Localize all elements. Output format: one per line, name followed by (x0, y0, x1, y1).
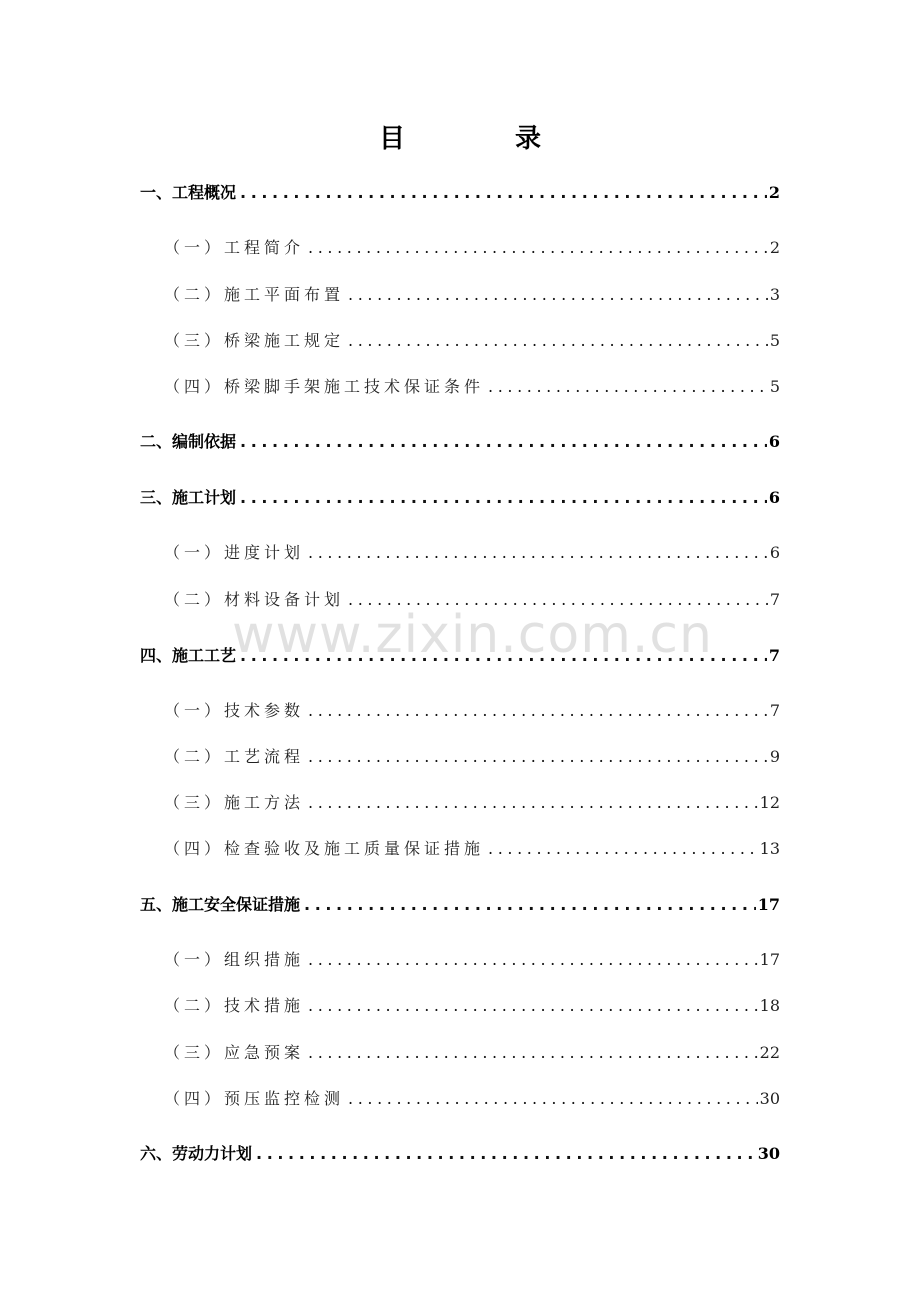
toc-entry[interactable] (164, 236, 780, 260)
toc-entry-label: （三）施工方法 (164, 793, 305, 812)
toc-leader-dots (348, 283, 768, 307)
toc-entry[interactable] (164, 283, 780, 307)
toc-page-number: 7 (769, 590, 780, 609)
toc-page-number: 6 (768, 432, 780, 451)
toc-page-number: 22 (759, 1043, 780, 1062)
toc-leader-dots (308, 948, 758, 972)
toc-entry-label: （三）应急预案 (164, 1043, 305, 1062)
toc-page-number: 30 (759, 1089, 780, 1108)
toc-entry-label: （一）技术参数 (164, 701, 305, 720)
toc-page-number: 3 (769, 285, 780, 304)
toc-entry-label: （四）预压监控检测 (164, 1089, 345, 1108)
toc-page-number: 17 (757, 895, 780, 914)
toc-entry-label: （四）检查验收及施工质量保证措施 (164, 839, 485, 858)
toc-entry[interactable] (164, 588, 780, 612)
toc-leader-dots (256, 1142, 756, 1166)
toc-entry[interactable] (164, 329, 780, 353)
toc-leader-dots (240, 486, 767, 510)
toc-leader-dots (308, 1041, 758, 1065)
toc-leader-dots (308, 236, 768, 260)
toc-entry-label: 一、工程概况 (140, 183, 237, 202)
toc-entry-label: （二）施工平面布置 (164, 285, 345, 304)
toc-entry-label: （一）工程简介 (164, 238, 305, 257)
toc-page-number: 6 (769, 543, 780, 562)
toc-leader-dots (304, 893, 756, 917)
toc-page-number: 17 (759, 950, 780, 969)
toc-page-number: 7 (768, 646, 780, 665)
toc-page-number: 13 (759, 839, 780, 858)
toc-entry[interactable] (140, 181, 780, 205)
toc-leader-dots (308, 699, 768, 723)
toc-leader-dots (488, 375, 768, 399)
toc-entry[interactable] (164, 541, 780, 565)
toc-leader-dots (240, 644, 767, 668)
watermark-text: www.zixin.com.cn (232, 605, 713, 665)
toc-entry[interactable] (164, 994, 780, 1018)
toc-entry[interactable] (140, 644, 780, 668)
toc-entry-label: 五、施工安全保证措施 (140, 895, 301, 914)
toc-entry[interactable] (164, 1087, 780, 1111)
toc-page-number: 5 (769, 331, 780, 350)
toc-leader-dots (308, 541, 768, 565)
toc-entry[interactable] (164, 1041, 780, 1065)
toc-leader-dots (488, 837, 758, 861)
toc-leader-dots (348, 1087, 758, 1111)
toc-page-number: 18 (759, 996, 780, 1015)
toc-page-number: 7 (769, 701, 780, 720)
toc-entry-label: 六、劳动力计划 (140, 1144, 253, 1163)
toc-leader-dots (308, 791, 758, 815)
toc-entry-label: 四、施工工艺 (140, 646, 237, 665)
toc-leader-dots (308, 745, 768, 769)
toc-entry[interactable] (164, 948, 780, 972)
toc-entry-label: （一）组织措施 (164, 950, 305, 969)
toc-entry-label: （三）桥梁施工规定 (164, 331, 345, 350)
toc-entry[interactable] (164, 699, 780, 723)
toc-page-number: 9 (769, 747, 780, 766)
toc-entry[interactable] (140, 1142, 780, 1166)
toc-entry-label: 二、编制依据 (140, 432, 237, 451)
page-title: 目 录 (378, 124, 583, 154)
toc-page-number: 5 (769, 377, 780, 396)
toc-entry[interactable] (140, 486, 780, 510)
toc-leader-dots (348, 329, 768, 353)
toc-leader-dots (240, 181, 767, 205)
toc-entry[interactable] (164, 375, 780, 399)
toc-entry-label: （二）材料设备计划 (164, 590, 345, 609)
toc-entry[interactable] (140, 893, 780, 917)
toc-entry-label: （一）进度计划 (164, 543, 305, 562)
toc-leader-dots (240, 430, 767, 454)
toc-page-number: 12 (759, 793, 780, 812)
toc-entry[interactable] (164, 745, 780, 769)
toc-leader-dots (348, 588, 768, 612)
toc-page-number: 2 (769, 238, 780, 257)
toc-entry-label: 三、施工计划 (140, 488, 237, 507)
toc-page-number: 6 (768, 488, 780, 507)
toc-entry-label: （四）桥梁脚手架施工技术保证条件 (164, 377, 485, 396)
toc-leader-dots (308, 994, 758, 1018)
toc-entry[interactable] (164, 837, 780, 861)
toc-entry[interactable] (164, 791, 780, 815)
toc-page-number: 2 (768, 183, 780, 202)
toc-entry-label: （二）技术措施 (164, 996, 305, 1015)
toc-page-number: 30 (757, 1144, 780, 1163)
toc-entry-label: （二）工艺流程 (164, 747, 305, 766)
toc-entry[interactable] (140, 430, 780, 454)
